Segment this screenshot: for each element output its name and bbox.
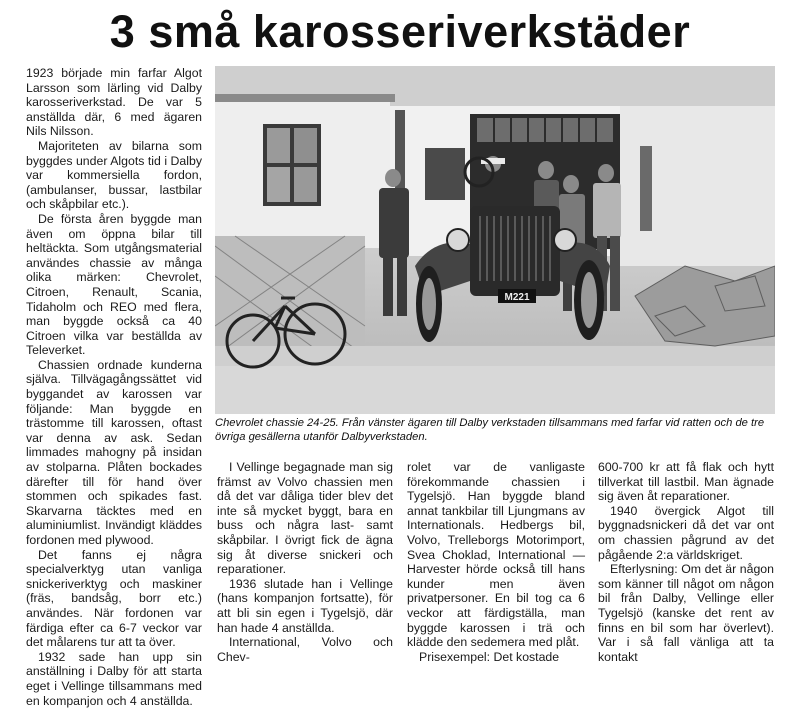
paragraph: De första åren byggde man även om öppna bilar till heltäckta. Som utgångsmaterial användes chassie av många olika märken: Chevrolet, Citroen, Renault, Scania, Tidaholm och REO med flera, man byggde också ca 40 Citroen vilka var beställda av Televerket.	[26, 211, 202, 358]
paragraph: 1936 slutade han i Vellinge (hans kompanjon fortsatte), för att bli sin egen i Tygelsjö, där han hade 4 anställda.	[217, 576, 393, 635]
paragraph: Det fanns ej några specialverktyg utan vanliga snickeriverktyg och maskiner (fräs, bandsåg, borr etc.) användes. När fordonen var färdiga efter ca 6-7 veckor var det målarens tur att ta över.	[26, 547, 202, 650]
paragraph: Majoriteten av bilarna som byggdes under Algots tid i Dalby var kommersiella fordon, (ambulanser, bussar, lastbilar och skåpbilar etc.).	[26, 138, 202, 212]
text-column-4	[598, 460, 774, 664]
historical-photo	[215, 66, 775, 414]
paragraph: 1923 började min farfar Algot Larsson som lärling vid Dalby karosseriverkstad. De var 5 anställda där, 6 med ägaren Nils Nilsson.	[26, 66, 202, 139]
photo-caption: Chevrolet chassie 24-25. Från vänster ägaren till Dalby verkstaden tillsammans med farfar vid ratten och de tre övriga gesällerna utanför Dalbyverkstaden.	[215, 417, 765, 443]
paragraph: Prisexempel: Det kostade	[419, 649, 560, 664]
paragraph: 1940 övergick Algot till byggnadsnickeri då det var ont om chassien pågrund av det pågående 2:a världskriget.	[598, 503, 774, 562]
paragraph: I Vellinge begagnade man sig främst av Volvo chassien men då det var dåliga tider blev det inte så mycket byggt, bara en buss och några last- samt skåpbilar. I övrigt fick de ägna sig åt diverse snickeri och reparationer.	[217, 460, 393, 577]
paragraph: International, Volvo och Chev-	[217, 635, 393, 664]
text-column-1	[26, 66, 202, 708]
text-column-2	[217, 460, 393, 664]
paragraph: Efterlysning: Om det är någon som känner till något om någon bil från Dalby, Vellinge eller Tygelsjö (kanske det rent av finns en bil som har överlevt). Var i så fall vänliga att ta kontakt	[598, 562, 774, 664]
paragraph: rolet var de vanligaste förekommande chassien i Tygelsjö. Han byggde bland annat tankbilar till Ljungmans av Internationals. Hedbergs bil, Volvo, Trelleborgs Motorimport, Svea Choklad, International — Harvester hörde också till hans kunder men även privatpersoner. En bil tog ca 6 veckor att färdigställa, man byggde karossen i trä och klädde den sedemera med plåt.	[407, 460, 585, 650]
workshop-photo-illustration	[215, 66, 775, 414]
text-column-3	[407, 460, 585, 664]
paragraph: Chassien ordnade kunderna själva. Tillvägagångssättet vid byggandet av karossen var följande: Man byggde en trästomme till karossen, oftast var denna av ask. Sedan limmades mahogny på insidan av stolparna. Plåten bockades därefter till för hand över stommen och spikades fast. Skarvarna täcktes med en aluminiumlist. Invändigt kläddes fordonen med plywood.	[26, 357, 202, 547]
paragraph: 600-700 kr att få flak och hytt tillverkat till lastbil. Man ägnade sig även åt reparationer.	[598, 460, 774, 504]
article-headline: 3 små karosseriverkstäder	[109, 6, 691, 57]
license-plate-text: M221	[504, 292, 530, 303]
paragraph: 1932 sade han upp sin anställning i Dalby för att starta eget i Vellinge tillsammans med en kompanjon och 4 anställda.	[26, 649, 202, 708]
